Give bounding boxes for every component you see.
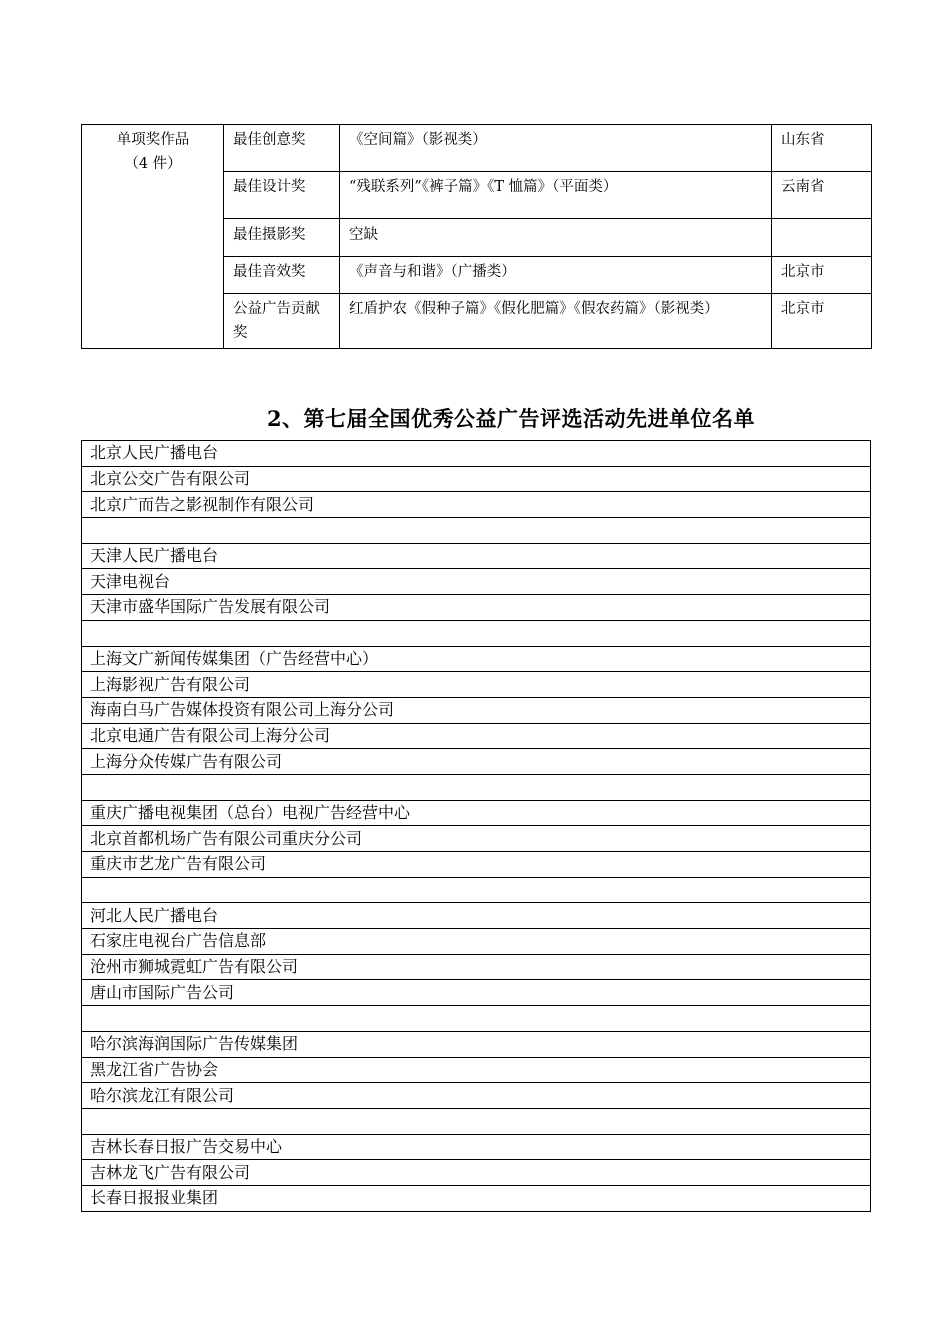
award-work: 《空间篇》（影视类） <box>340 125 772 172</box>
unit-name: 哈尔滨海润国际广告传媒集团 <box>82 1031 871 1057</box>
unit-name: 黑龙江省广告协会 <box>82 1057 871 1083</box>
unit-row <box>82 518 871 544</box>
award-name: 最佳摄影奖 <box>224 219 340 257</box>
unit-name: 石家庄电视台广告信息部 <box>82 929 871 955</box>
award-name: 最佳创意奖 <box>224 125 340 172</box>
award-work: 空缺 <box>340 219 772 257</box>
unit-row <box>82 774 871 800</box>
unit-name: 北京公交广告有限公司 <box>82 466 871 492</box>
unit-name: 上海影视广告有限公司 <box>82 672 871 698</box>
unit-row <box>82 543 871 569</box>
unit-row <box>82 492 871 518</box>
award-region: 云南省 <box>772 172 872 219</box>
unit-row <box>82 441 871 467</box>
unit-name: 北京电通广告有限公司上海分公司 <box>82 723 871 749</box>
unit-name: 天津人民广播电台 <box>82 543 871 569</box>
award-region: 北京市 <box>772 257 872 294</box>
unit-name: 北京广而告之影视制作有限公司 <box>82 492 871 518</box>
unit-row <box>82 749 871 775</box>
unit-name: 上海分众传媒广告有限公司 <box>82 749 871 775</box>
unit-row <box>82 1083 871 1109</box>
unit-name: 哈尔滨龙江有限公司 <box>82 1083 871 1109</box>
unit-row <box>82 620 871 646</box>
unit-row <box>82 852 871 878</box>
unit-row <box>82 595 871 621</box>
unit-name: 长春日报报业集团 <box>82 1185 871 1211</box>
unit-row <box>82 672 871 698</box>
award-region: 山东省 <box>772 125 872 172</box>
unit-row <box>82 1031 871 1057</box>
award-work: 红盾护农《假种子篇》《假化肥篇》《假农药篇》（影视类） <box>340 294 772 349</box>
award-category: 单项奖作品 <box>116 132 190 148</box>
awards-table <box>81 124 872 349</box>
unit-row <box>82 929 871 955</box>
units-table <box>81 440 871 1212</box>
unit-name: 海南白马广告媒体投资有限公司上海分公司 <box>82 697 871 723</box>
award-region <box>772 219 872 257</box>
unit-row <box>82 1057 871 1083</box>
award-name: 最佳音效奖 <box>224 257 340 294</box>
unit-row <box>82 877 871 903</box>
unit-name: 河北人民广播电台 <box>82 903 871 929</box>
award-work: 《声音与和谐》（广播类） <box>340 257 772 294</box>
award-name: 公益广告贡献奖 <box>224 294 340 349</box>
award-category-cell <box>82 125 224 349</box>
unit-name: 天津电视台 <box>82 569 871 595</box>
unit-name: 重庆广播电视集团（总台）电视广告经营中心 <box>82 800 871 826</box>
unit-name: 沧州市狮城霓虹广告有限公司 <box>82 954 871 980</box>
award-work: “残联系列”《裤子篇》《T 恤篇》（平面类） <box>340 172 772 219</box>
unit-row <box>82 980 871 1006</box>
award-name: 最佳设计奖 <box>224 172 340 219</box>
unit-row <box>82 646 871 672</box>
unit-name: 唐山市国际广告公司 <box>82 980 871 1006</box>
unit-spacer <box>82 877 871 903</box>
unit-row <box>82 569 871 595</box>
unit-row <box>82 1160 871 1186</box>
unit-spacer <box>82 620 871 646</box>
unit-name: 天津市盛华国际广告发展有限公司 <box>82 595 871 621</box>
award-region: 北京市 <box>772 294 872 349</box>
unit-spacer <box>82 774 871 800</box>
unit-row <box>82 1134 871 1160</box>
unit-row <box>82 954 871 980</box>
unit-spacer <box>82 1108 871 1134</box>
unit-row <box>82 826 871 852</box>
unit-row <box>82 1108 871 1134</box>
unit-row <box>82 697 871 723</box>
award-row <box>82 125 872 172</box>
unit-row <box>82 1006 871 1032</box>
unit-name: 上海文广新闻传媒集团（广告经营中心） <box>82 646 871 672</box>
award-count: （4 件） <box>124 156 182 172</box>
unit-name: 吉林长春日报广告交易中心 <box>82 1134 871 1160</box>
section-title-text: 2、第七届全国优秀公益广告评选活动先进单位名单 <box>266 406 756 431</box>
section-title <box>0 403 950 433</box>
unit-name: 北京人民广播电台 <box>82 441 871 467</box>
unit-name: 北京首都机场广告有限公司重庆分公司 <box>82 826 871 852</box>
unit-row <box>82 800 871 826</box>
unit-name: 吉林龙飞广告有限公司 <box>82 1160 871 1186</box>
unit-row <box>82 903 871 929</box>
unit-spacer <box>82 1006 871 1032</box>
unit-row <box>82 723 871 749</box>
unit-name: 重庆市艺龙广告有限公司 <box>82 852 871 878</box>
unit-spacer <box>82 518 871 544</box>
unit-row <box>82 1185 871 1211</box>
unit-row <box>82 466 871 492</box>
